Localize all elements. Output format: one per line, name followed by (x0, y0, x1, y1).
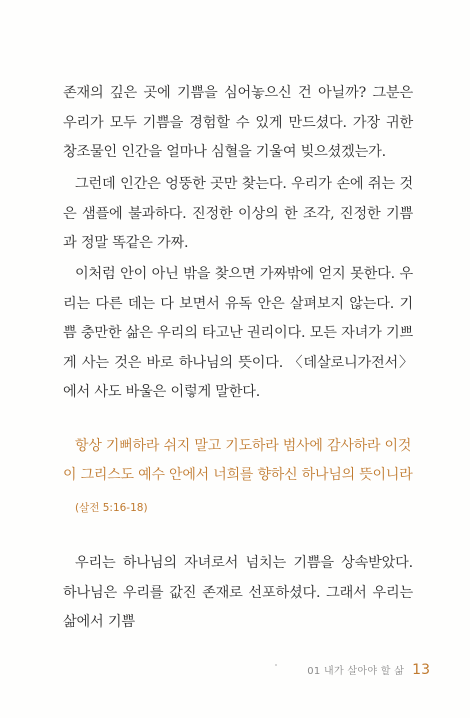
body-paragraph-1: 존재의 깊은 곳에 기쁨을 심어놓으신 건 아닐까? 그분은 우리가 모두 기쁨을 경험할 수 있게 만드셨다. 가장 귀한 창조물인 인간을 얼마나 심혈을 기울여 빚으셨겠는가. (63, 85, 413, 160)
page-footer (307, 662, 430, 678)
scripture-citation: (살전 5:16-18) (75, 502, 148, 514)
body-paragraph-4: 우리는 하나님의 자녀로서 넘치는 기쁨을 상속받았다. 하나님은 우리를 값진 존재로 선포하셨다. 그래서 우리는 삶에서 기쁨 (63, 555, 413, 630)
running-head: 01 내가 살아야 할 삶 (307, 666, 405, 677)
body-paragraph-2: 그런데 인간은 엉뚱한 곳만 찾는다. 우리가 손에 쥐는 것은 샘플에 불과하다. 진정한 이상의 한 조각, 진정한 기쁨과 정말 똑같은 가짜. (63, 176, 413, 251)
scripture-quote: 항상 기뻐하라 쉬지 말고 기도하라 범사에 감사하라 이것이 그리스도 예수 안에서 너희를 향하신 하나님의 뜻이니라 (63, 438, 413, 483)
body-paragraph-3: 이처럼 안이 아닌 밖을 찾으면 가짜밖에 얻지 못한다. 우리는 다른 데는 다 보면서 유독 안은 살펴보지 않는다. 기쁨 충만한 삶은 우리의 타고난 권리이다. 모든 자녀가 기쁘게 사는 것은 바로 하나님의 뜻이다. 〈데살로니가전서〉에서 사도 바울은 이렇게 말한다. (63, 266, 413, 400)
page-number: 13 (412, 662, 430, 678)
decorative-dot (275, 664, 277, 666)
